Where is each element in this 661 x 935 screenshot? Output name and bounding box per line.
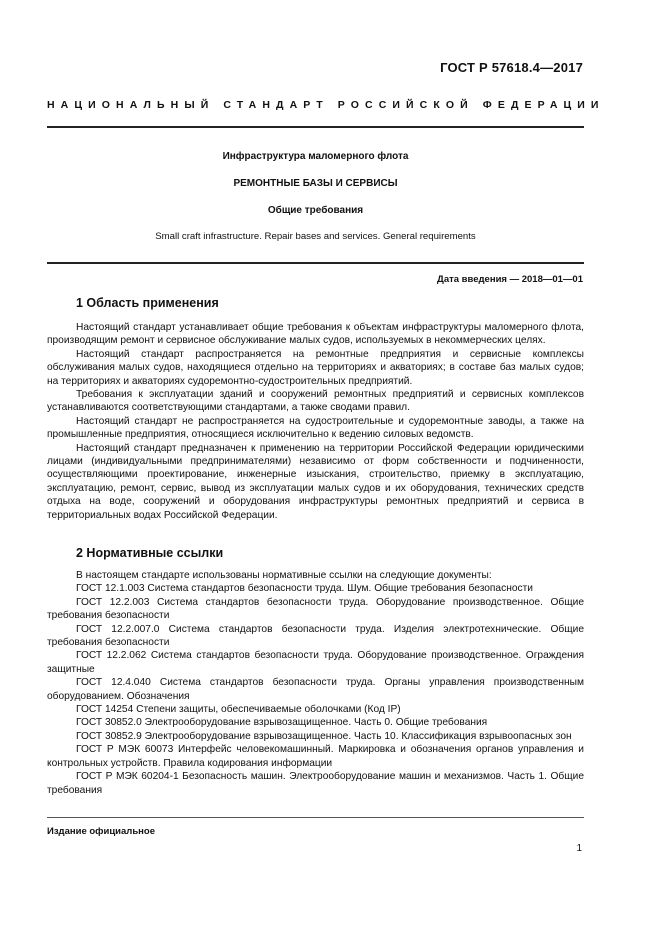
title-line-3: Общие требования <box>267 205 364 216</box>
reference-item: ГОСТ 12.4.040 Система стандартов безопасности труда. Органы управления производственным оборудованием. Обозначения <box>47 677 584 702</box>
section-1-body <box>47 321 584 522</box>
reference-item: ГОСТ 30852.0 Электрооборудование взрывозащищенное. Часть 0. Общие требования <box>76 717 488 729</box>
reference-item: ГОСТ Р МЭК 60204-1 Безопасность машин. Электрооборудование машин и механизмов. Часть 1. Общие требования <box>47 771 584 796</box>
footer-divider <box>47 817 584 818</box>
reference-item: ГОСТ Р МЭК 60073 Интерфейс человекомашинный. Маркировка и обозначения органов управления и контрольных устройств. Правила кодирования информации <box>47 744 584 769</box>
section-1-paragraph: Требования к эксплуатации зданий и сооружений ремонтных предприятий и сервисных комплексов устанавливаются соответствующими стандартами, а также сводами правил. <box>47 389 584 414</box>
reference-item: ГОСТ 12.2.007.0 Система стандартов безопасности труда. Изделия электротехнические. Общие требования безопасности <box>47 623 584 649</box>
reference-item: ГОСТ 14254 Степени защиты, обеспечиваемые оболочками (Код IP) <box>76 704 401 716</box>
section-1-paragraph: Настоящий стандарт не распространяется на судостроительные и судоремонтные заводы, а также на промышленные предприятия, относящиеся исключительно к ведению силовых ведомств. <box>47 415 584 441</box>
english-title: Small craft infrastructure. Repair bases and services. General requirements <box>155 231 476 242</box>
title-line-1: Инфраструктура маломерного флота <box>222 151 409 162</box>
page-number: 1 <box>576 843 582 854</box>
section-1-paragraph: Настоящий стандарт распространяется на ремонтные предприятия и сервисные комплексы обслуживания малых судов, находящиеся отдельно на территориях и акваториях; в составе баз малых судов; на территориях и акваториях судоремонтно-судостроительных предприятий. <box>47 348 584 387</box>
section-1-title: 1 Область применения <box>76 296 219 310</box>
reference-item: ГОСТ 12.1.003 Система стандартов безопасности труда. Шум. Общие требования безопасности <box>76 583 533 595</box>
introduction-date: Дата введения — 2018—01—01 <box>437 274 583 285</box>
section-2-body <box>47 569 584 797</box>
reference-item: ГОСТ 12.2.003 Система стандартов безопасности труда. Оборудование производственное. Общие требования безопасности <box>47 596 584 622</box>
title-line-2: РЕМОНТНЫЕ БАЗЫ И СЕРВИСЫ <box>233 178 398 189</box>
section-1-paragraph: Настоящий стандарт предназначен к применению на территории Российской Федерации юридическими лицами (индивидуальными предпринимателями) независимо от форм собственности и подчиненности, осуществляющими проектирование, инженерные изыскания, строительство, приемку в эксплуатацию, эксплуатацию, ремонт, сервис, вывод из эксплуатации малых судов и их оборудования, технических средств отдыха на воде, сооружений и оборудования инфраструктуры ремонтных предприятий и сервиса в территориальных водах Российской Федерации. <box>47 442 584 521</box>
section-2-title: 2 Нормативные ссылки <box>76 546 224 560</box>
section-1-paragraph: Настоящий стандарт устанавливает общие требования к объектам инфраструктуры маломерного флота, производящим ремонт и сервисное обслуживание малых судов, используемых в некоммерческих целях. <box>47 322 584 347</box>
national-standard-heading: НАЦИОНАЛЬНЫЙ СТАНДАРТ РОССИЙСКОЙ ФЕДЕРАЦИИ <box>47 99 605 111</box>
section-2-paragraph: В настоящем стандарте использованы нормативные ссылки на следующие документы: <box>76 570 492 581</box>
header-divider <box>47 126 584 128</box>
reference-item: ГОСТ 30852.9 Электрооборудование взрывозащищенное. Часть 10. Классификация взрывоопасных зон <box>76 730 572 742</box>
reference-item: ГОСТ 12.2.062 Система стандартов безопасности труда. Оборудование производственное. Ограждения защитные <box>47 650 584 675</box>
document-code: ГОСТ Р 57618.4—2017 <box>440 60 583 75</box>
title-divider <box>47 262 584 264</box>
official-edition-label: Издание официальное <box>47 826 155 837</box>
